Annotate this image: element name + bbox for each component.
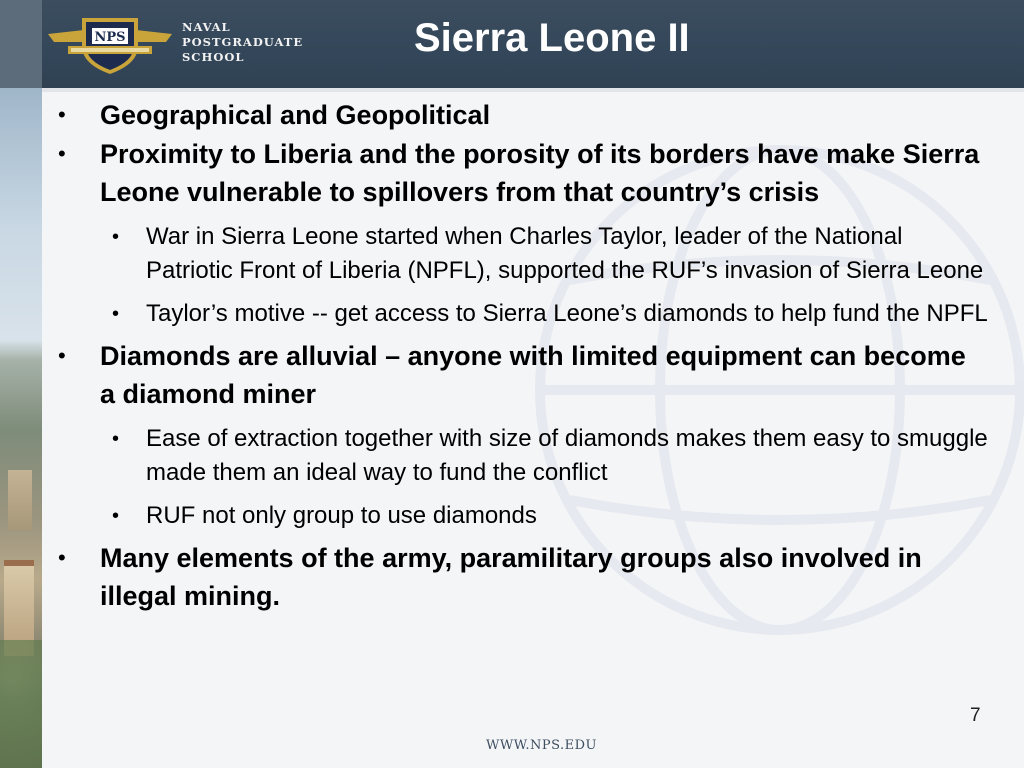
- bullet-marker: •: [112, 428, 120, 450]
- bullet-item: [58, 539, 988, 615]
- sub-bullet-item: [58, 499, 988, 533]
- bullet-text: RUF not only group to use diamonds: [146, 502, 537, 529]
- trees-image: [0, 640, 42, 768]
- sub-bullet-item: [58, 297, 988, 331]
- slide-header: [42, 0, 1024, 88]
- school-name-line: POSTGRADUATE: [182, 35, 304, 49]
- bullet-text: Proximity to Liberia and the porosity of its borders have make Sierra Leone vulnerable to spillovers from that country’s crisis: [100, 139, 980, 207]
- bullet-marker: •: [58, 141, 66, 166]
- bullet-marker: •: [58, 343, 66, 368]
- bullet-text: Taylor’s motive -- get access to Sierra Leone’s diamonds to help fund the NPFL: [146, 300, 988, 327]
- logo-text: NPS: [94, 30, 126, 45]
- bullet-item: [58, 135, 988, 211]
- bullet-marker: •: [112, 505, 120, 527]
- nps-logo: [44, 12, 176, 76]
- bullet-text: War in Sierra Leone started when Charles Taylor, leader of the National Patriotic Front of Liberia (NPFL), supported the RUF’s invasion of Sierra Leone: [146, 223, 984, 284]
- sub-bullet-item: [58, 220, 988, 288]
- bullet-text: Diamonds are alluvial – anyone with limited equipment can become a diamond miner: [100, 341, 966, 409]
- school-name-line: NAVAL: [182, 20, 231, 34]
- footer-url: WWW.NPS.EDU: [486, 738, 598, 753]
- bullet-marker: •: [58, 102, 66, 127]
- side-photo-strip: [0, 0, 42, 768]
- bullet-item: [58, 96, 988, 134]
- page-number: 7: [970, 705, 981, 726]
- bullet-text: Geographical and Geopolitical: [100, 100, 491, 130]
- bullet-marker: •: [58, 545, 66, 570]
- header-divider: [42, 88, 1024, 92]
- bullet-marker: •: [112, 226, 120, 248]
- school-name-line: SCHOOL: [182, 50, 245, 64]
- school-name: [182, 20, 303, 65]
- bullet-text: Ease of extraction together with size of diamonds makes them easy to smuggle made them an ideal way to fund the conflict: [146, 425, 988, 486]
- bullet-text: Many elements of the army, paramilitary groups also involved in illegal mining.: [100, 543, 922, 611]
- bullet-item: [58, 337, 988, 413]
- slide-title: Sierra Leone II: [414, 16, 690, 60]
- slide-content: [58, 96, 988, 616]
- sub-bullet-item: [58, 422, 988, 490]
- building-image: [8, 470, 32, 530]
- bullet-marker: •: [112, 303, 120, 325]
